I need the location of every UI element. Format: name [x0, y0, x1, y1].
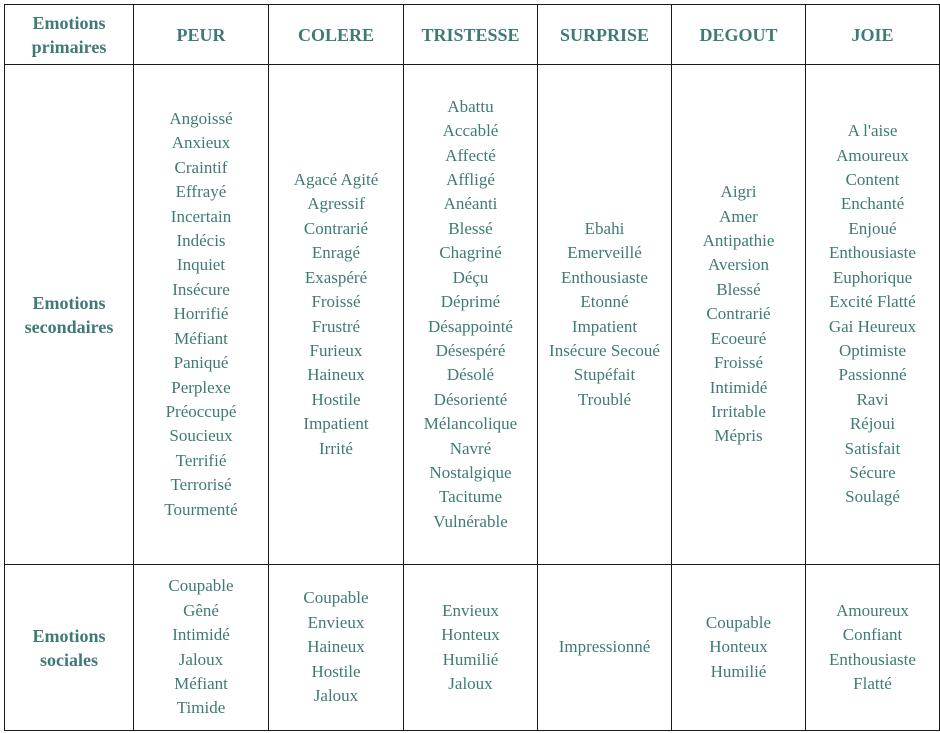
- emotion-word: Etonné: [580, 292, 629, 312]
- emotion-word: Préoccupé: [165, 401, 237, 421]
- emotion-word: Jaloux: [448, 673, 493, 693]
- emotion-word: Sécure: [849, 462, 896, 482]
- emotion-word: Ravi: [856, 389, 889, 409]
- emotion-word: Enchanté: [840, 194, 905, 214]
- emotion-word: Agressif: [307, 194, 365, 214]
- emotion-word: Coupable: [705, 612, 772, 632]
- emotion-word: Antipathie: [702, 231, 775, 251]
- corner-header: [5, 5, 134, 65]
- emotion-word: Soucieux: [169, 426, 233, 446]
- emotion-word: Contrarié: [303, 218, 369, 238]
- emotion-word: Amoureux: [836, 600, 909, 620]
- emotion-word: Horrifié: [173, 304, 229, 324]
- emotion-word: Affligé: [446, 170, 495, 190]
- emotion-word: Réjoui: [849, 414, 896, 434]
- cell-secondaires-joie: [806, 65, 940, 565]
- emotion-word: Jaloux: [313, 686, 359, 706]
- row-label-line: sociales: [40, 649, 98, 670]
- emotion-word: Indécis: [176, 231, 226, 251]
- emotion-word: Craintif: [174, 157, 228, 177]
- emotion-word: Chagriné: [439, 243, 502, 263]
- emotion-word: Insécure Secoué: [549, 340, 660, 360]
- emotion-word: Honteux: [441, 625, 500, 645]
- emotion-word: Passionné: [838, 365, 907, 385]
- cell-sociales-tristesse: [404, 565, 538, 731]
- emotion-word: Anéanti: [443, 194, 498, 214]
- emotion-word: Désolé: [446, 365, 495, 385]
- emotion-word: Déprimé: [440, 292, 501, 312]
- emotion-word: Enthousiaste: [561, 267, 648, 287]
- emotion-word: Incertain: [170, 206, 232, 226]
- emotion-word: Jaloux: [178, 649, 224, 669]
- emotion-word: Enragé: [311, 243, 361, 263]
- emotion-word: Mépris: [714, 426, 763, 446]
- emotion-word: Frustré: [311, 316, 361, 336]
- row-header-secondaires: [5, 65, 134, 565]
- column-header-joie: JOIE: [806, 5, 940, 65]
- emotion-word: Haineux: [307, 637, 365, 657]
- header-row: [5, 5, 940, 65]
- emotion-word: Aigri: [720, 182, 757, 202]
- emotion-word: Terrorisé: [170, 475, 232, 495]
- secondary-emotions-row: [5, 65, 940, 565]
- emotion-word: Excité Flatté: [829, 292, 916, 312]
- emotion-word: Ecoeuré: [710, 328, 767, 348]
- emotion-word: Intimidé: [709, 377, 768, 397]
- emotion-word: Tourmenté: [164, 499, 238, 519]
- emotion-word: Blessé: [716, 279, 761, 299]
- emotion-word: Agacé Agité: [293, 170, 379, 190]
- emotion-word: Nostalgique: [429, 462, 512, 482]
- emotion-word: Insécure: [172, 279, 230, 299]
- emotion-word: Impatient: [303, 414, 369, 434]
- emotion-word: Amoureux: [836, 145, 909, 165]
- row-label-line: Emotions: [32, 625, 106, 646]
- row-header-sociales: [5, 565, 134, 731]
- emotion-word: Désespéré: [435, 340, 506, 360]
- cell-secondaires-surprise: [538, 65, 672, 565]
- emotion-word: Hostile: [311, 661, 361, 681]
- emotion-word: Blessé: [448, 218, 493, 238]
- emotion-word: Humilié: [710, 661, 767, 681]
- cell-sociales-surprise: [538, 565, 672, 731]
- emotion-word: Gêné: [183, 600, 219, 620]
- emotion-word: Enjoué: [848, 218, 897, 238]
- emotion-word: Intimidé: [172, 625, 230, 645]
- emotion-word: Ebahi: [584, 218, 625, 238]
- cell-secondaires-colere: [269, 65, 404, 565]
- emotion-word: Euphorique: [832, 267, 913, 287]
- emotion-word: Paniqué: [173, 353, 229, 373]
- emotion-word: Angoissé: [169, 109, 233, 129]
- emotion-word: Gai Heureux: [828, 316, 917, 336]
- cell-secondaires-tristesse: [404, 65, 538, 565]
- emotion-word: Timide: [176, 698, 226, 718]
- row-label-line: Emotions: [32, 292, 106, 313]
- emotion-word: Haineux: [307, 365, 365, 385]
- row-label-line: secondaires: [24, 316, 114, 337]
- column-header-degout: DEGOUT: [672, 5, 806, 65]
- emotion-word: A l'aise: [847, 121, 898, 141]
- emotion-word: Humilié: [442, 649, 499, 669]
- cell-sociales-peur: [134, 565, 269, 731]
- emotion-word: Envieux: [442, 600, 499, 620]
- emotion-word: Confiant: [842, 625, 903, 645]
- column-header-peur: PEUR: [134, 5, 269, 65]
- emotion-word: Mélancolique: [423, 414, 518, 434]
- column-header-tristesse: TRISTESSE: [404, 5, 538, 65]
- emotion-word: Méfiant: [174, 328, 228, 348]
- cell-sociales-joie: [806, 565, 940, 731]
- emotion-word: Affecté: [445, 145, 496, 165]
- emotion-word: Froissé: [713, 353, 764, 373]
- emotion-word: Coupable: [168, 576, 234, 596]
- emotion-word: Impatient: [571, 316, 638, 336]
- emotion-word: Désappointé: [428, 316, 513, 336]
- emotion-word: Aversion: [707, 255, 770, 275]
- emotion-word: Vulnérable: [433, 511, 508, 531]
- emotion-word: Impressionné: [558, 637, 651, 657]
- emotion-word: Soulagé: [845, 487, 900, 507]
- emotion-word: Terrifié: [175, 450, 227, 470]
- emotion-word: Amer: [719, 206, 758, 226]
- column-header-colere: COLERE: [269, 5, 404, 65]
- emotion-word: Furieux: [309, 340, 363, 360]
- corner-label-line: Emotions: [32, 12, 106, 33]
- emotion-word: Coupable: [303, 588, 369, 608]
- emotion-word: Irrité: [319, 438, 353, 458]
- corner-label-line: primaires: [31, 36, 107, 57]
- emotion-word: Navré: [449, 438, 492, 458]
- emotion-word: Emerveillé: [567, 243, 642, 263]
- emotion-word: Inquiet: [176, 255, 226, 275]
- emotion-word: Satisfait: [844, 438, 901, 458]
- emotion-word: Troublé: [577, 389, 632, 409]
- emotion-word: Déçu: [452, 267, 489, 287]
- emotion-word: Honteux: [709, 637, 768, 657]
- emotion-word: Froissé: [311, 292, 361, 312]
- emotion-word: Optimiste: [838, 340, 907, 360]
- emotion-word: Tacitume: [438, 487, 502, 507]
- emotion-word: Irritable: [711, 401, 766, 421]
- emotion-word: Envieux: [307, 612, 365, 632]
- emotion-word: Perplexe: [171, 377, 231, 397]
- emotion-word: Enthousiaste: [829, 243, 916, 263]
- emotions-table: [4, 4, 940, 731]
- emotion-word: Désorienté: [433, 389, 508, 409]
- emotion-word: Méfiant: [174, 673, 228, 693]
- cell-sociales-degout: [672, 565, 806, 731]
- emotion-word: Stupéfait: [573, 365, 636, 385]
- emotion-word: Hostile: [311, 389, 361, 409]
- emotion-word: Enthousiaste: [829, 649, 916, 669]
- emotion-word: Abattu: [447, 96, 494, 116]
- emotion-word: Effrayé: [175, 182, 227, 202]
- social-emotions-row: [5, 565, 940, 731]
- emotion-word: Exaspéré: [304, 267, 368, 287]
- emotion-word: Accablé: [442, 121, 499, 141]
- emotion-word: Anxieux: [171, 133, 231, 153]
- cell-secondaires-degout: [672, 65, 806, 565]
- cell-sociales-colere: [269, 565, 404, 731]
- emotion-word: Flatté: [853, 673, 892, 693]
- cell-secondaires-peur: [134, 65, 269, 565]
- emotion-word: Contrarié: [706, 304, 771, 324]
- emotion-word: Content: [845, 170, 900, 190]
- column-header-surprise: SURPRISE: [538, 5, 672, 65]
